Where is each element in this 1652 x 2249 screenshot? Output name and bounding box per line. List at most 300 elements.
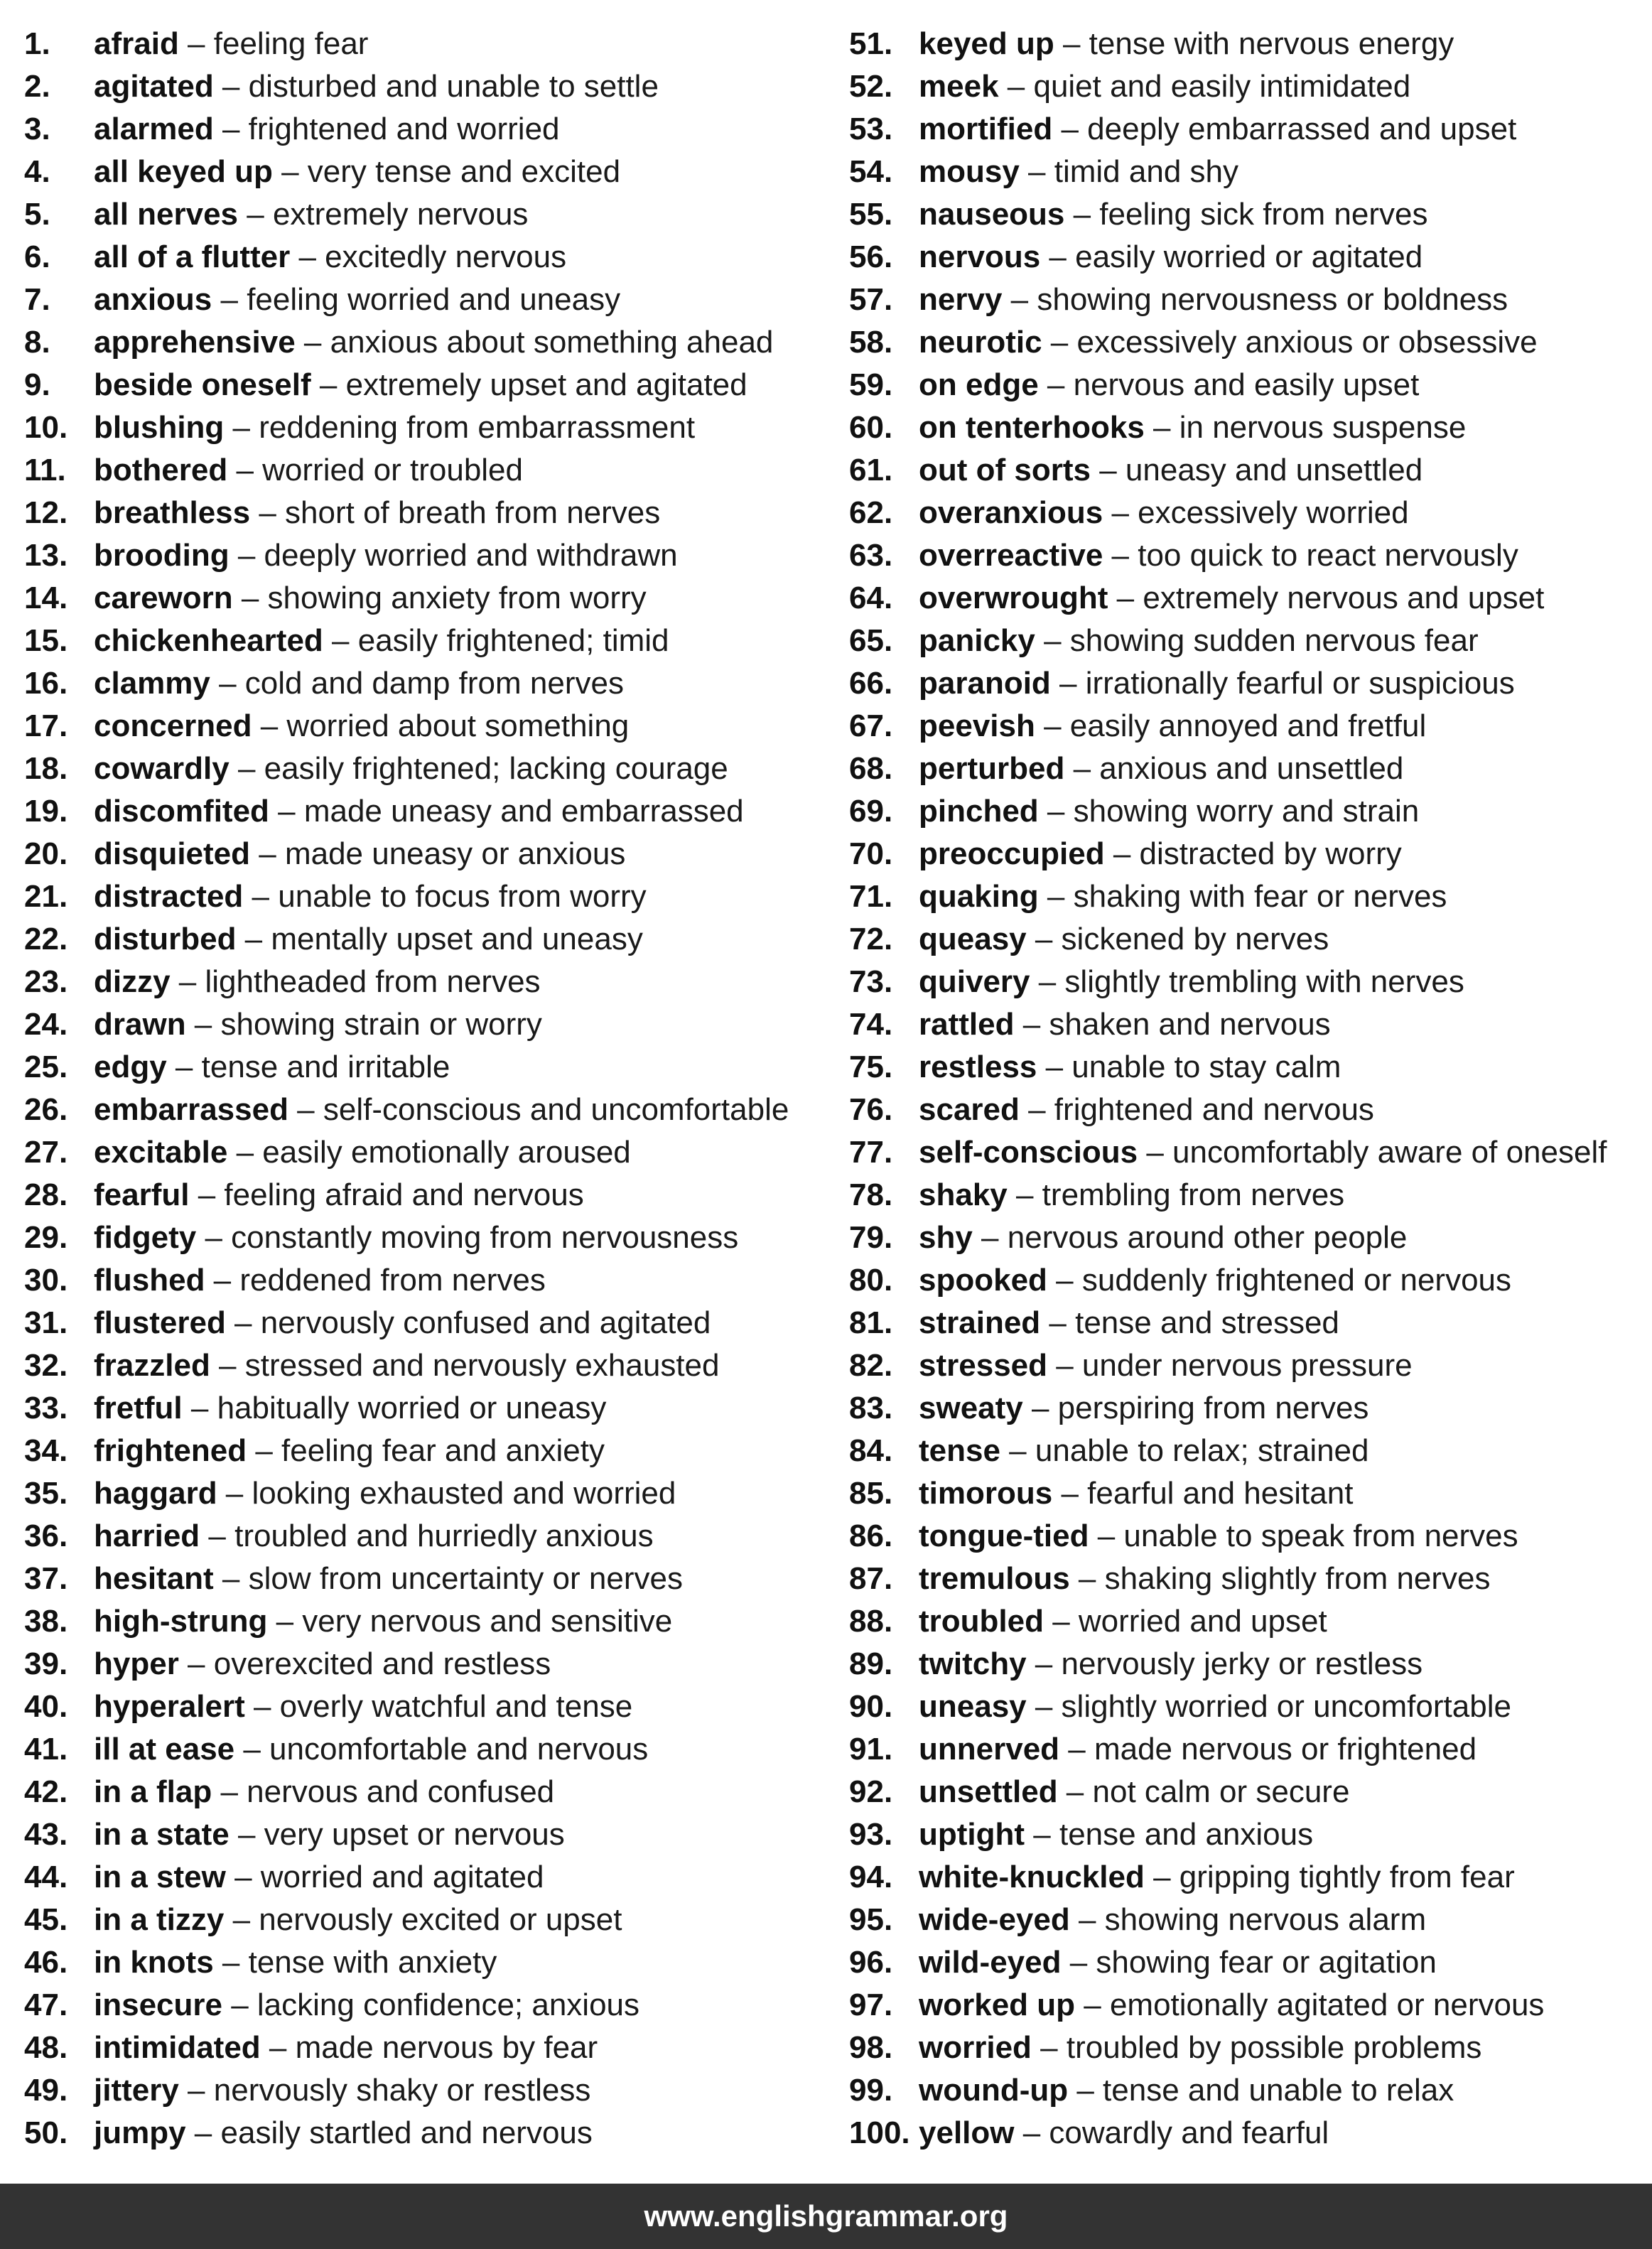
list-item-word: brooding xyxy=(94,538,230,573)
list-item-definition: – easily worried or agitated xyxy=(1040,239,1423,274)
list-item-definition: – easily startled and nervous xyxy=(185,2115,593,2150)
list-item-number: 24. xyxy=(24,1007,68,1042)
list-item-number: 17. xyxy=(24,708,68,743)
list-item-number: 6. xyxy=(24,239,50,274)
list-item-definition: – unable to speak from nerves xyxy=(1089,1519,1518,1553)
list-item-word: strained xyxy=(919,1305,1041,1340)
list-item-word: in a state xyxy=(94,1817,230,1852)
list-item-word: disquieted xyxy=(94,836,251,871)
list-item-word: hesitant xyxy=(94,1561,214,1596)
list-item-definition: – cold and damp from nerves xyxy=(210,666,624,701)
list-item xyxy=(849,577,1648,620)
list-item-definition: – shaking with fear or nerves xyxy=(1038,879,1447,914)
list-item-word: apprehensive xyxy=(94,325,296,360)
list-item-definition: – tense and stressed xyxy=(1040,1305,1339,1340)
list-item-number: 69. xyxy=(849,794,893,829)
list-item-definition: – frightened and worried xyxy=(213,112,560,146)
list-item-definition: – lightheaded from nerves xyxy=(170,964,541,999)
list-item-word: spooked xyxy=(919,1263,1047,1298)
list-item-text xyxy=(94,1984,639,2027)
list-item-definition: – worried and upset xyxy=(1043,1604,1327,1639)
list-item-word: breathless xyxy=(94,495,251,530)
list-item-word: wide-eyed xyxy=(919,1902,1070,1937)
list-item-number: 97. xyxy=(849,1988,893,2022)
list-item xyxy=(849,1089,1648,1131)
list-item-word: flustered xyxy=(94,1305,226,1340)
list-item-text xyxy=(919,1515,1518,1558)
list-item xyxy=(849,1941,1648,1984)
list-item-definition: – deeply worried and withdrawn xyxy=(229,538,678,573)
list-item-text xyxy=(919,1259,1511,1302)
list-item xyxy=(24,151,841,193)
list-item-number: 82. xyxy=(849,1348,893,1383)
list-item-text xyxy=(94,151,620,193)
list-item-text xyxy=(94,1643,551,1686)
list-item-number: 41. xyxy=(24,1732,68,1767)
list-item-word: all of a flutter xyxy=(94,239,291,274)
list-item-number: 83. xyxy=(849,1391,893,1425)
list-item-text xyxy=(919,1941,1437,1984)
list-item-definition: – self-conscious and uncomfortable xyxy=(288,1092,789,1127)
list-item-number: 53. xyxy=(849,112,893,146)
list-item-number: 86. xyxy=(849,1519,893,1553)
list-item-word: fearful xyxy=(94,1177,190,1212)
list-item-definition: – nervously excited or upset xyxy=(224,1902,622,1937)
list-item-definition: – under nervous pressure xyxy=(1047,1348,1413,1383)
list-item-word: fretful xyxy=(94,1391,183,1425)
list-item-text xyxy=(919,1472,1353,1515)
list-item-word: jumpy xyxy=(94,2115,186,2150)
list-item-number: 47. xyxy=(24,1988,68,2022)
list-item xyxy=(24,1302,841,1344)
list-item-number: 56. xyxy=(849,239,893,274)
list-item-definition: – troubled and hurriedly anxious xyxy=(200,1519,654,1553)
list-item xyxy=(24,1259,841,1302)
list-item-word: neurotic xyxy=(919,325,1042,360)
list-item-word: paranoid xyxy=(919,666,1051,701)
list-item-text xyxy=(94,1089,789,1131)
list-item-number: 85. xyxy=(849,1476,893,1511)
list-item xyxy=(849,492,1648,534)
list-item xyxy=(24,790,841,833)
list-item-word: haggard xyxy=(94,1476,217,1511)
list-item-word: anxious xyxy=(94,282,212,317)
list-item-word: white-knuckled xyxy=(919,1860,1145,1894)
list-item-definition: – slightly worried or uncomfortable xyxy=(1026,1689,1511,1724)
list-item-definition: – showing nervousness or boldness xyxy=(1002,282,1508,317)
list-item-word: worried xyxy=(919,2030,1032,2065)
list-item-definition: – uneasy and unsettled xyxy=(1090,453,1423,487)
list-item-word: dizzy xyxy=(94,964,171,999)
list-item-definition: – tense and irritable xyxy=(166,1050,450,1084)
list-item xyxy=(849,1728,1648,1771)
list-item-number: 54. xyxy=(849,154,893,189)
list-item-text xyxy=(94,236,566,279)
list-item-number: 12. xyxy=(24,495,68,530)
list-item xyxy=(849,875,1648,918)
list-item-definition: – easily frightened; lacking courage xyxy=(229,751,728,786)
list-item xyxy=(849,1131,1648,1174)
list-item xyxy=(849,1259,1648,1302)
list-item-text xyxy=(919,1089,1374,1131)
list-item-word: clammy xyxy=(94,666,210,701)
list-item-number: 15. xyxy=(24,623,68,658)
list-item-number: 58. xyxy=(849,325,893,360)
list-item-definition: – feeling worried and uneasy xyxy=(212,282,621,317)
list-item-word: panicky xyxy=(919,623,1035,658)
list-item-word: timorous xyxy=(919,1476,1053,1511)
list-item-definition: – frightened and nervous xyxy=(1019,1092,1374,1127)
list-item-definition: – showing strain or worry xyxy=(185,1007,542,1042)
list-item-definition: – trembling from nerves xyxy=(1007,1177,1345,1212)
list-item xyxy=(24,2112,841,2154)
list-item-definition: – distracted by worry xyxy=(1104,836,1402,871)
list-item-definition: – cowardly and fearful xyxy=(1014,2115,1329,2150)
list-item-text xyxy=(94,2112,593,2154)
list-item-number: 80. xyxy=(849,1263,893,1298)
list-item-text xyxy=(94,2027,598,2069)
list-item-definition: – shaking slightly from nerves xyxy=(1069,1561,1491,1596)
list-item xyxy=(24,620,841,662)
list-item-number: 7. xyxy=(24,282,50,317)
list-item-number: 81. xyxy=(849,1305,893,1340)
list-item-number: 50. xyxy=(24,2115,68,2150)
list-item xyxy=(24,1387,841,1430)
list-item-number: 99. xyxy=(849,2073,893,2108)
list-item-definition: – very nervous and sensitive xyxy=(267,1604,673,1639)
list-item xyxy=(24,1089,841,1131)
list-item-word: preoccupied xyxy=(919,836,1105,871)
list-item-text xyxy=(919,1302,1339,1344)
list-item xyxy=(849,1174,1648,1217)
list-item-definition: – habitually worried or uneasy xyxy=(182,1391,607,1425)
list-item-text xyxy=(919,662,1515,705)
list-item-number: 32. xyxy=(24,1348,68,1383)
list-item-text xyxy=(919,279,1508,321)
list-item-number: 10. xyxy=(24,410,68,445)
list-item-definition: – shaken and nervous xyxy=(1014,1007,1331,1042)
list-item xyxy=(24,492,841,534)
list-item-text xyxy=(94,705,629,748)
list-item-definition: – suddenly frightened or nervous xyxy=(1047,1263,1512,1298)
list-item-definition: – worried or troubled xyxy=(227,453,523,487)
list-item-definition: – tense with anxiety xyxy=(213,1945,497,1980)
list-item xyxy=(24,875,841,918)
list-item-text xyxy=(919,577,1544,620)
list-item xyxy=(849,449,1648,492)
list-item-text xyxy=(94,1046,450,1089)
list-item-number: 35. xyxy=(24,1476,68,1511)
list-item-definition: – disturbed and unable to settle xyxy=(213,69,659,104)
list-item-word: tense xyxy=(919,1433,1000,1468)
list-item-text xyxy=(919,2069,1454,2112)
list-item-word: bothered xyxy=(94,453,228,487)
list-item-word: mousy xyxy=(919,154,1020,189)
list-item-text xyxy=(94,1600,672,1643)
list-item-number: 52. xyxy=(849,69,893,104)
list-item-word: nervy xyxy=(919,282,1003,317)
list-item-definition: – reddened from nerves xyxy=(205,1263,546,1298)
list-item-text xyxy=(94,1259,546,1302)
list-item-text xyxy=(94,321,773,364)
list-item xyxy=(24,321,841,364)
list-item-word: on tenterhooks xyxy=(919,410,1145,445)
list-item-definition: – perspiring from nerves xyxy=(1022,1391,1369,1425)
list-item-number: 73. xyxy=(849,964,893,999)
list-item-definition: – nervously jerky or restless xyxy=(1026,1646,1423,1681)
list-item-word: on edge xyxy=(919,367,1039,402)
list-item-definition: – nervous and easily upset xyxy=(1038,367,1420,402)
list-item-definition: – extremely nervous xyxy=(238,197,529,232)
list-item-text xyxy=(94,406,695,449)
list-item-word: stressed xyxy=(919,1348,1048,1383)
list-item-number: 22. xyxy=(24,922,68,956)
list-item-definition: – nervous around other people xyxy=(972,1220,1408,1255)
list-item-definition: – feeling sick from nerves xyxy=(1064,197,1428,232)
list-item-word: scared xyxy=(919,1092,1020,1127)
list-item-number: 25. xyxy=(24,1050,68,1084)
list-item-text xyxy=(94,364,747,406)
list-item-text xyxy=(94,1686,632,1728)
list-item xyxy=(849,833,1648,875)
list-item-definition: – unable to stay calm xyxy=(1037,1050,1341,1084)
list-item-word: uptight xyxy=(919,1817,1025,1852)
list-item-text xyxy=(919,918,1329,961)
list-item-word: fidgety xyxy=(94,1220,197,1255)
list-item-text xyxy=(919,23,1454,65)
list-item xyxy=(24,748,841,790)
list-item xyxy=(849,406,1648,449)
list-item-number: 36. xyxy=(24,1519,68,1553)
list-item-text xyxy=(94,1515,654,1558)
list-item-definition: – anxious about something ahead xyxy=(295,325,774,360)
list-item-word: meek xyxy=(919,69,999,104)
list-item-word: jittery xyxy=(94,2073,179,2108)
word-list-column-right xyxy=(849,23,1648,2154)
list-item-number: 67. xyxy=(849,708,893,743)
list-item-word: all nerves xyxy=(94,197,239,232)
list-item-word: overanxious xyxy=(919,495,1103,530)
list-item-definition: – excessively anxious or obsessive xyxy=(1042,325,1538,360)
list-item-number: 33. xyxy=(24,1391,68,1425)
list-item-number: 13. xyxy=(24,538,68,573)
list-item xyxy=(849,790,1648,833)
list-item-definition: – made nervous or frightened xyxy=(1059,1732,1477,1767)
list-item xyxy=(849,236,1648,279)
list-item-text xyxy=(94,918,643,961)
list-item-word: insecure xyxy=(94,1988,222,2022)
list-item-definition: – too quick to react nervously xyxy=(1103,538,1518,573)
list-item-number: 62. xyxy=(849,495,893,530)
list-item-text xyxy=(919,1558,1491,1600)
list-item xyxy=(24,1430,841,1472)
list-item-text xyxy=(919,1003,1331,1046)
list-item-number: 64. xyxy=(849,581,893,615)
footer-bar xyxy=(0,2184,1652,2249)
list-item-number: 63. xyxy=(849,538,893,573)
list-item-definition: – deeply embarrassed and upset xyxy=(1052,112,1517,146)
list-item-text xyxy=(919,1728,1476,1771)
list-item-number: 84. xyxy=(849,1433,893,1468)
list-item-definition: – easily annoyed and fretful xyxy=(1035,708,1427,743)
list-item-word: alarmed xyxy=(94,112,214,146)
list-item xyxy=(849,321,1648,364)
list-item-word: uneasy xyxy=(919,1689,1027,1724)
list-item-word: queasy xyxy=(919,922,1027,956)
list-item xyxy=(849,1899,1648,1941)
list-item xyxy=(849,1302,1648,1344)
list-item-definition: – extremely nervous and upset xyxy=(1108,581,1545,615)
list-item-text xyxy=(919,1856,1515,1899)
list-item-word: drawn xyxy=(94,1007,186,1042)
list-item-text xyxy=(919,1813,1313,1856)
list-item-word: tongue-tied xyxy=(919,1519,1089,1553)
list-item-number: 28. xyxy=(24,1177,68,1212)
list-item xyxy=(24,236,841,279)
list-item-definition: – easily emotionally aroused xyxy=(227,1135,631,1170)
list-item-word: distracted xyxy=(94,879,244,914)
list-item-text xyxy=(94,620,669,662)
list-item-text xyxy=(919,1387,1368,1430)
list-item xyxy=(849,961,1648,1003)
list-item-word: frightened xyxy=(94,1433,247,1468)
list-item xyxy=(24,65,841,108)
list-item-definition: – looking exhausted and worried xyxy=(217,1476,676,1511)
list-item-definition: – nervously shaky or restless xyxy=(178,2073,591,2108)
list-item xyxy=(849,364,1648,406)
list-item-text xyxy=(919,151,1238,193)
list-item-definition: – showing fear or agitation xyxy=(1061,1945,1437,1980)
list-item-text xyxy=(919,1600,1327,1643)
list-item-word: discomfited xyxy=(94,794,269,829)
list-item xyxy=(24,705,841,748)
list-item-definition: – showing worry and strain xyxy=(1038,794,1420,829)
list-item-text xyxy=(94,1899,622,1941)
list-item-word: peevish xyxy=(919,708,1035,743)
list-item-text xyxy=(94,108,560,151)
list-item xyxy=(849,1430,1648,1472)
list-item-text xyxy=(94,1003,542,1046)
list-item-word: in a flap xyxy=(94,1774,212,1809)
list-item-word: high-strung xyxy=(94,1604,268,1639)
list-item xyxy=(849,662,1648,705)
list-item-word: nauseous xyxy=(919,197,1065,232)
list-item xyxy=(24,1515,841,1558)
list-item-text xyxy=(919,534,1518,577)
list-item xyxy=(24,1941,841,1984)
list-item-number: 31. xyxy=(24,1305,68,1340)
list-item xyxy=(24,449,841,492)
list-item-definition: – overexcited and restless xyxy=(178,1646,551,1681)
list-item xyxy=(849,1515,1648,1558)
list-item-text xyxy=(919,108,1516,151)
list-item xyxy=(849,1387,1648,1430)
list-item-definition: – easily frightened; timid xyxy=(323,623,669,658)
list-item-word: wild-eyed xyxy=(919,1945,1062,1980)
list-item-number: 30. xyxy=(24,1263,68,1298)
list-item xyxy=(849,1984,1648,2027)
list-item-word: tremulous xyxy=(919,1561,1070,1596)
list-item-word: in a tizzy xyxy=(94,1902,225,1937)
list-item-number: 19. xyxy=(24,794,68,829)
list-item-text xyxy=(94,833,625,875)
list-item-definition: – tense and anxious xyxy=(1025,1817,1314,1852)
list-item-text xyxy=(919,748,1403,790)
list-item-number: 96. xyxy=(849,1945,893,1980)
list-item xyxy=(849,1472,1648,1515)
list-item xyxy=(24,1686,841,1728)
list-item xyxy=(24,2069,841,2112)
list-item xyxy=(24,279,841,321)
list-item-number: 46. xyxy=(24,1945,68,1980)
list-item-text xyxy=(94,1856,544,1899)
list-item-text xyxy=(94,1217,738,1259)
list-item-text xyxy=(94,961,541,1003)
list-item-word: troubled xyxy=(919,1604,1044,1639)
list-item-text xyxy=(94,1771,554,1813)
list-item-text xyxy=(919,1131,1607,1174)
list-item xyxy=(24,577,841,620)
list-item xyxy=(24,1174,841,1217)
list-item xyxy=(24,2027,841,2069)
word-list-column-left xyxy=(24,23,841,2154)
list-item-word: in a stew xyxy=(94,1860,226,1894)
list-item-word: self-conscious xyxy=(919,1135,1138,1170)
list-item-text xyxy=(919,364,1419,406)
list-item-word: cowardly xyxy=(94,751,230,786)
list-item xyxy=(849,65,1648,108)
list-item-definition: – showing anxiety from worry xyxy=(232,581,647,615)
list-item-definition: – lacking confidence; anxious xyxy=(222,1988,640,2022)
list-item-text xyxy=(919,833,1402,875)
list-item-definition: – in nervous suspense xyxy=(1144,410,1467,445)
list-item-definition: – irrationally fearful or suspicious xyxy=(1050,666,1515,701)
list-item-definition: – anxious and unsettled xyxy=(1064,751,1404,786)
list-item-definition: – feeling fear xyxy=(178,26,369,61)
list-item xyxy=(849,1856,1648,1899)
list-item-text xyxy=(94,1131,631,1174)
list-item-word: yellow xyxy=(919,2115,1015,2150)
list-item xyxy=(24,1217,841,1259)
list-item-text xyxy=(94,1558,683,1600)
list-item-number: 100. xyxy=(849,2115,910,2150)
list-item-number: 61. xyxy=(849,453,893,487)
list-item-text xyxy=(919,620,1479,662)
list-item-number: 4. xyxy=(24,154,50,189)
list-item-text xyxy=(919,449,1422,492)
list-item-text xyxy=(94,1472,676,1515)
list-item xyxy=(24,1856,841,1899)
list-item-definition: – reddening from embarrassment xyxy=(224,410,696,445)
list-item-definition: – excitedly nervous xyxy=(290,239,567,274)
list-item-word: harried xyxy=(94,1519,200,1553)
list-item-definition: – made nervous by fear xyxy=(260,2030,598,2065)
list-item xyxy=(849,2112,1648,2154)
footer-website-link[interactable]: www.englishgrammar.org xyxy=(644,2199,1008,2233)
list-item-definition: – nervously confused and agitated xyxy=(225,1305,711,1340)
list-item-definition: – quiet and easily intimidated xyxy=(998,69,1411,104)
list-item-text xyxy=(94,1430,605,1472)
list-item-number: 68. xyxy=(849,751,893,786)
list-item-definition: – feeling fear and anxiety xyxy=(247,1433,605,1468)
list-item-text xyxy=(919,1686,1511,1728)
list-item-definition: – constantly moving from nervousness xyxy=(196,1220,739,1255)
list-item-number: 51. xyxy=(849,26,893,61)
list-item xyxy=(24,364,841,406)
list-item-number: 76. xyxy=(849,1092,893,1127)
list-item xyxy=(849,748,1648,790)
list-item-number: 3. xyxy=(24,112,50,146)
